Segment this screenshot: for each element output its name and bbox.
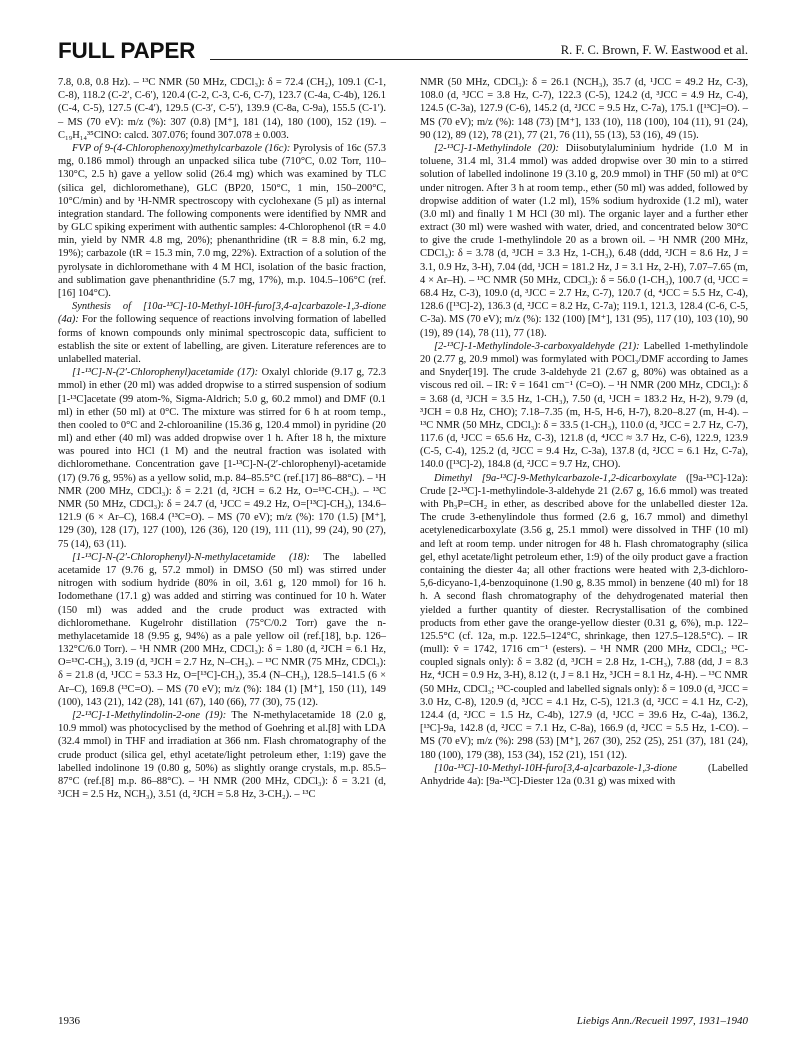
paragraph-text: (Labelled Anhydride 4a): [9a-¹³C]-Diester 12a (0.31 g) was mixed with bbox=[420, 762, 748, 787]
journal-citation: Liebigs Ann./Recueil 1997, 1931–1940 bbox=[576, 1015, 748, 1027]
procedure-title: [2-¹³C]-1-Methylindolin-2-one (19): bbox=[72, 710, 227, 721]
paragraph-text: Pyrolysis of 16c (57.3 mg, 0.186 mmol) through an unpacked silica tube (710°C, 0.02 Torr, 110–130°C, 2.5 h) gave a yellow solid (26.4 mg) which was examined by TLC (silica gel, dichloromethane), GLC (BP20, 150°C, 1 min, 150–200°C, 10°C/min) and by ¹H-NMR spectroscopy with cyclohexane (5 µl) as internal integration standard. The following components were identified by NMR and by GLC spiking experiment with authentic samples: 4-Chlorophenol (tR = 4.0 min, yield by NMR 4.8 mg, 20%); phenanthridine (tR = 8.8 min, 6.2 mg, 19%); carbazole (tR = 15.3 min, 7.0 mg, 22%). Extraction of a solution of the pyrolysate in dichloromethane with 4 M HCl, isolation of the basic fraction, and sublimation gave phenanthridine (5.7 mg, 17%), m.p. 104.5–106°C (ref.[16] 104°C). bbox=[58, 142, 386, 299]
page-number: 1936 bbox=[58, 1015, 80, 1027]
paragraph bbox=[58, 300, 386, 366]
paragraph bbox=[58, 142, 386, 300]
section-title: FULL PAPER bbox=[58, 38, 196, 63]
paragraph-text: For the following sequence of reactions involving formation of labelled forms of known compounds only minimal spectroscopic data, sufficient to establish the site or extent of labelling, are given. Literature references are to unlabelled material. bbox=[58, 314, 386, 365]
paragraph bbox=[420, 142, 748, 340]
paragraph bbox=[420, 762, 748, 788]
right-text-column bbox=[420, 76, 748, 788]
paragraph-text: ([9a-¹³C]-12a): Crude [2-¹³C]-1-methylindole-3-aldehyde 21 (2.67 g, 16.6 mmol) was treated with Ph₃P=CH₂ in ether, as described above for the unlabelled diester 12a. The crude 3-ethenylindole thus formed (2.6 g, 16.7 mmol) and dimethyl acetylenedicarboxylate (3.56 g, 25.1 mmol) were dissolved in THF (10 ml) and left at room temp. under nitrogen for 48 h. Flash chromatography (silica gel, ethyl acetate/light petroleum ether, 1:9) of the oily product gave a fraction containing the diester 4a; all other fractions were heated with 2,3-dichloro-5,6-dicyano-1,4-benzoquinone (1.90 g, 8.35 mmol) in benzene (40 ml) for 18 h. A second flash chromatography of the dehydrogenated material then yielded a further quantity of diester. Recrystallisation of the combined products from ether gave the orange-yellow diester (0.31 g, 6%), m.p. 122–125.5°C (cf. 12a, m.p. 122.5–124°C, shrinkage, then 127.5–128.5°C). – IR (mull): ṽ = 1742, 1716 cm⁻¹ (esters). – ¹H NMR (200 MHz, CDCl₃; ¹³C-coupled signals only): δ = 3.82 (d, ³JCH = 2.8 Hz, 1-CH₃), 7.88 (dd, J = 8.3 Hz, ⁴JCH = 0.9 Hz, 3-H), 8.12 (t, J = 8.1 Hz, ³JCH = 8.1 Hz, 4-H). – ¹³C NMR (50 MHz, CDCl₃; ¹³C-coupled and labelled signals only): δ = 109.0 (d, ³JCC = 3.0 Hz, C-8), 120.9 (d, ³JCC = 4.1 Hz, C-5), 121.3 (d, ²JCC = 4.1 Hz, C-2), 124.4 (d, ²JCC = 1.5 Hz, C-4b), 127.9 (d, ¹JCC = 39.6 Hz, C-4a), 136.2, [¹³C]-9a, 142.8 (d, ²JCC = 7.1 Hz, C-8a), 166.9 (d, ²JCC = 5.5 Hz, 1-CO). – MS (70 eV); m/z (%): 298 (53) [M⁺], 267 (30), 252 (25), 251 (37), 181 (24), 180 (100), 179 (38), 153 (34), 152 (21), 151 (12). bbox=[420, 472, 748, 761]
paragraph bbox=[420, 340, 748, 472]
paragraph-text: The labelled acetamide 17 (9.76 g, 57.2 mmol) in DMSO (50 ml) was stirred under nitrogen with sodium hydride (80% in oil, 3.61 g, 120 mmol) for 16 h. Iodomethane (17.1 g) was added and stirring was continued for 10 h. Water (150 ml) was added and the crude product was extracted with dichloromethane. Kugelrohr distillation (75°C/0.2 Torr) gave the n-methylacetamide 18 (9.95 g, 94%) as a pale yellow oil (ref.[18], b.p. 126–132°C/6.0 Torr). – ¹H NMR (200 MHz, CDCl₃): δ = 1.80 (d, ²JCH = 6.1 Hz, O=¹³C-CH₃), 3.19 (d, ³JCH = 2.7 Hz, N–CH₃). – ¹³C NMR (75 MHz, CDCl₃): δ = 21.8 (d, ¹JCC = 53.3 Hz, O=[¹³C]-CH₃), 35.4 (N–CH₃), 128.5–141.5 (6 × Ar–C), 169.8 (¹³C=O). – MS (70 eV); m/z (%): 184 (1) [M⁺], 150 (11), 149 (100), 143 (21), 142 (28), 141 (67), 140 (66), 77 (30), 75 (12). bbox=[58, 551, 387, 708]
procedure-title: Synthesis of [10a-¹³C]-10-Methyl-10H-furo[3,4-a]carbazole-1,3-dione (4a): bbox=[58, 301, 386, 326]
procedure-title: [2-¹³C]-1-Methylindole (20): bbox=[434, 142, 559, 154]
running-authors: R. F. C. Brown, F. W. Eastwood et al. bbox=[557, 42, 748, 58]
procedure-title: [1-¹³C]-N-(2′-Chlorophenyl)acetamide (17): bbox=[72, 367, 259, 379]
procedure-title: [2-¹³C]-1-Methylindole-3-carboxyaldehyde (21): bbox=[434, 340, 640, 352]
procedure-title: Dimethyl [9a-¹³C]-9-Methylcarbazole-1,2-dicarboxylate bbox=[434, 472, 677, 484]
paragraph bbox=[58, 551, 386, 709]
paragraph bbox=[58, 366, 386, 551]
paragraph bbox=[420, 76, 748, 142]
paragraph-text: Labelled 1-methylindole 20 (2.77 g, 20.9 mmol) was formylated with POCl₃/DMF according to James and Snyder[19]. The crude 3-aldehyde 21 (2.67 g, 80%) was obtained as a viscous red oil. – IR: ṽ = 1641 cm⁻¹ (C=O). – ¹H NMR (200 MHz, CDCl₃): δ = 3.68 (d, ³JCH = 3.5 Hz, 1-CH₃), 7.50 (d, ¹JCH = 183.2 Hz, H-2), 9.79 (d, ³JCH = 0.8 Hz, CHO); 7.18–7.35 (m, H-5, H-6, H-7), 8.20–8.27 (m, H-4). – ¹³C NMR (50 MHz, CDCl₃): δ = 33.5 (1-CH₃), 110.0 (d, ³JCC = 2.7 Hz, C-7), 117.6 (d, ¹JCC = 65.6 Hz, C-3), 121.8 (d, ⁴JCC ≈ 3.7 Hz, C-6), 122.9, 123.9 (C-5, C-4), 125.2 (d, ²JCC = 9.4 Hz, C-3a), 137.8 (d, ²JCC = 6.1 Hz, C-7a), 140.0 ([¹³C]-2), 184.8 (d, ²JCC = 9.7 Hz, CHO). bbox=[420, 340, 748, 471]
paragraph-text: 7.8, 0.8, 0.8 Hz). – ¹³C NMR (50 MHz, CDCl₃): δ = 72.4 (CH₂), 109.1 (C-1, C-8), 118.2 (C-2′, C-6′), 120.4 (C-2, C-3, C-6, C-7), 123.7 (C-4a, C-4b), 126.1 (C-4, C-5), 127.5 (C-4′), 129.5 (C-3′, C-5′), 139.9 (C-8a, C-9a), 155.5 (C-1′). – MS (70 eV): m/z (%): 307 (0.8) [M⁺], 181 (14), 180 (100), 152 (19). – C₁₉H₁₄³⁵ClNO: calcd. 307.076; found 307.078 ± 0.003. bbox=[58, 77, 387, 141]
left-text-column bbox=[58, 76, 386, 801]
procedure-title: [10a-¹³C]-10-Methyl-10H-furo[3,4-a]carbazole-1,3-dione bbox=[434, 762, 677, 774]
paragraph-text: Diisobutylaluminium hydride (1.0 M in toluene, 31.4 ml, 31.4 mmol) was added dropwise over 30 min to a stirred solution of labelled indolinone 19 (3.10 g, 20.9 mmol) in THF (50 ml) at 0°C under nitrogen. After 3 h at room temp., ether (50 ml) was added, followed by dropwise addition of water (1.2 ml), 15% sodium hydroxide (1.2 ml), water (3.0 ml) and finally 1 M HCl (30 ml). The organic layer and a further ether extract (30 ml) were washed with water, dried, and concentrated below 30°C to give the crude 1-methylindole 20 as a brown oil. – ¹H NMR (200 MHz, CDCl₃): δ = 3.78 (d, ³JCH = 3.3 Hz, 1-CH₃), 6.48 (ddd, ²JCH = 8.6 Hz, J = 3.1, 0.9 Hz, 3-H), 7.04 (dd, ¹JCH = 181.2 Hz, J = 3.1 Hz, 2-H), 7.07–7.65 (m, 4 × Ar–H). – ¹³C NMR (50 MHz, CDCl₃): δ = 56.0 (1-CH₃), 100.7 (d, ¹JCC = 68.4 Hz, C-3), 109.0 (d, ³JCC = 2.7 Hz, C-7), 120.7 (d, ⁴JCC = 5.5 Hz, C-4), 128.6 ([¹³C]-2), 136.3 (d, ²JCC = 8.2 Hz, C-7a); 119.1, 121.3, 128.4 (C-6, C-5, C-3a). MS (70 eV); m/z (%): 132 (100) [M⁺], 131 (95), 117 (10), 103 (10), 90 (19), 89 (14), 78 (11), 77 (18). bbox=[420, 142, 749, 339]
header-rule bbox=[210, 59, 748, 60]
procedure-title: [1-¹³C]-N-(2′-Chlorophenyl)-N-methylacetamide (18): bbox=[72, 551, 310, 563]
procedure-title: FVP of 9-(4-Chlorophenoxy)methylcarbazole (16c): bbox=[72, 142, 291, 154]
paragraph-text: The N-methylacetamide 18 (2.0 g, 10.9 mmol) was photocyclised by the method of Goehring et al.[8] with LDA (32.4 mmol) in THF and irradiation at 366 nm. Flash chromatography of the crude product (silica gel, ethyl acetate/light petroleum ether, 1:19) gave the labelled indolinone 19 (0.80 g, 50%) as slightly orange crystals, m.p. 85.5–87°C (ref.[8] m.p. 86–88°C). – ¹H NMR (200 MHz, CDCl₃): δ = 3.21 (d, ³JCH = 2.5 Hz, NCH₃), 3.51 (d, ²JCH = 5.8 Hz, 3-CH₂). – ¹³C bbox=[58, 710, 386, 801]
paragraph-text: Oxalyl chloride (9.17 g, 72.3 mmol) in ether (20 ml) was added dropwise to a stirred suspension of sodium [1-¹³C]acetate (99 atom-%, Sigma-Aldrich; 5.0 g, 60.2 mmol) and DMF (0.1 ml) in ether (50 ml) at 0°C. The mixture was stirred for 6 h at room temp., then cooled to 0°C and 2-chloroaniline (15.36 g, 120.4 mmol) in pyridine (20 ml) and ether (40 ml) was added dropwise over 1 h. After 18 h, the mixture was poured into HCl (1 M) and the neutral fraction was isolated with dichloromethane. Concentration gave [1-¹³C]-N-(2′-chlorophenyl)-acetamide (17) (9.76 g, 95%) as a yellow solid, m.p. 84–85.5°C (ref.[17] 86–88°C). – ¹H NMR (200 MHz, CDCl₃): δ = 2.21 (d, ²JCH = 6.2 Hz, O=¹³C-CH₃). – ¹³C NMR (50 MHz, CDCl₃): δ = 24.7 (d, ¹JCC = 49.2 Hz, O=[¹³C]-CH₃), 134.6–121.9 (6 × Ar–C), 168.4 (¹³C=O). – MS (70 eV); m/z (%): 170 (1.5) [M⁺], 129 (30), 128 (17), 127 (100), 126 (36), 120 (19), 111 (11), 99 (24), 90 (27), 75 (14), 63 (11). bbox=[58, 367, 386, 550]
paragraph-text: NMR (50 MHz, CDCl₃): δ = 26.1 (NCH₃), 35.7 (d, ¹JCC = 49.2 Hz, C-3), 108.0 (d, ³JCC = 3.8 Hz, C-7), 122.3 (C-5), 124.2 (d, ³JCC = 4.9 Hz, C-4), 124.5 (C-3a), 127.9 (C-6), 145.2 (d, ²JCC = 9.5 Hz, C-7a), 175.1 ([¹³C]=O). – MS (70 eV); m/z (%): 148 (73) [M⁺], 133 (10), 118 (100), 104 (11), 91 (24), 90 (12), 89 (12), 78 (21), 77 (21, 76 (11), 55 (13), 53 (16), 49 (15). bbox=[420, 77, 748, 141]
paragraph bbox=[58, 76, 386, 142]
paragraph bbox=[420, 472, 748, 762]
running-header bbox=[58, 38, 748, 68]
paragraph bbox=[58, 709, 386, 801]
